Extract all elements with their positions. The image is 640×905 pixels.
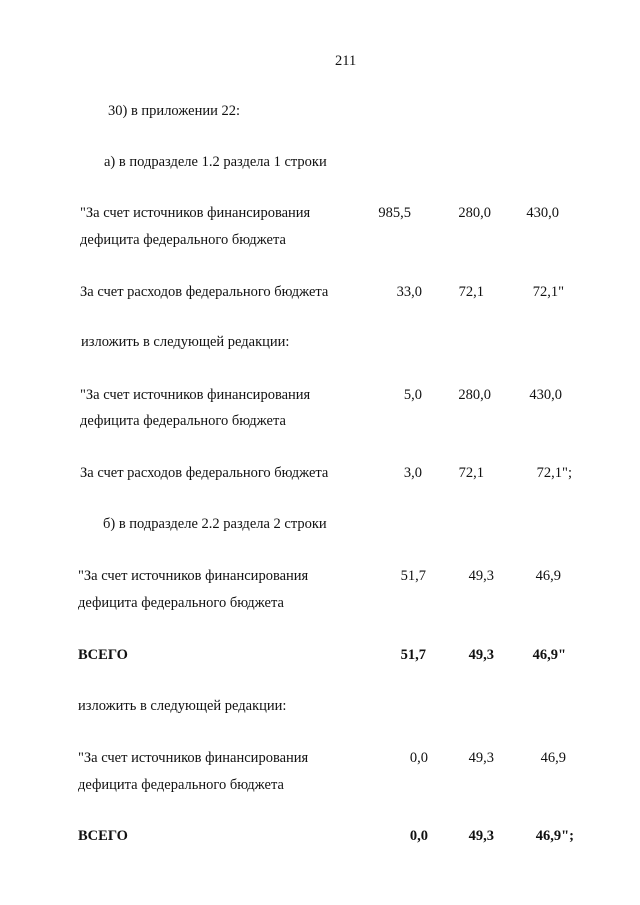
total-label: ВСЕГО: [78, 647, 128, 663]
item-b-heading: б) в подразделе 2.2 раздела 2 строки: [103, 516, 327, 532]
sources-label-line2: дефицита федерального бюджета: [78, 595, 284, 611]
value-cell: 430,0: [526, 205, 559, 221]
item-a-heading: а) в подразделе 1.2 раздела 1 строки: [104, 154, 327, 170]
sources-label-line2: дефицита федерального бюджета: [80, 413, 286, 429]
value-cell: 49,3: [468, 828, 494, 844]
value-cell: 51,7: [400, 568, 426, 584]
value-cell: 5,0: [403, 387, 422, 403]
sources-label-line2: дефицита федерального бюджета: [78, 777, 284, 793]
sources-label-line1: "За счет источников финансирования: [80, 205, 311, 221]
value-cell: 46,9";: [535, 828, 574, 844]
value-cell: 280,0: [458, 387, 491, 403]
value-cell: 72,1: [458, 465, 484, 481]
restate-label: изложить в следующей редакции:: [78, 698, 287, 714]
value-cell: 49,3: [468, 750, 494, 766]
value-cell: 46,9": [532, 647, 566, 663]
item-30-heading: 30) в приложении 22:: [108, 103, 241, 119]
sources-label-line2: дефицита федерального бюджета: [80, 232, 286, 248]
value-cell: 280,0: [458, 205, 491, 221]
value-cell: 0,0: [409, 750, 428, 766]
value-cell: 49,3: [468, 647, 494, 663]
value-cell: 72,1": [532, 284, 564, 300]
restate-label: изложить в следующей редакции:: [81, 334, 290, 350]
value-cell: 49,3: [468, 568, 494, 584]
value-cell: 46,9: [535, 568, 561, 584]
sources-label-line1: "За счет источников финансирования: [80, 387, 311, 403]
total-label: ВСЕГО: [78, 828, 128, 844]
value-cell: 985,5: [378, 205, 411, 221]
sources-label-line1: "За счет источников финансирования: [78, 568, 309, 584]
page-number: 211: [335, 53, 357, 69]
value-cell: 3,0: [403, 465, 422, 481]
expenses-label: За счет расходов федерального бюджета: [80, 465, 329, 481]
value-cell: 46,9: [540, 750, 566, 766]
sources-label-line1: "За счет источников финансирования: [78, 750, 309, 766]
value-cell: 72,1";: [536, 465, 572, 481]
value-cell: 51,7: [400, 647, 426, 663]
expenses-label: За счет расходов федерального бюджета: [80, 284, 329, 300]
value-cell: 430,0: [529, 387, 562, 403]
value-cell: 33,0: [396, 284, 422, 300]
value-cell: 0,0: [409, 828, 428, 844]
value-cell: 72,1: [458, 284, 484, 300]
